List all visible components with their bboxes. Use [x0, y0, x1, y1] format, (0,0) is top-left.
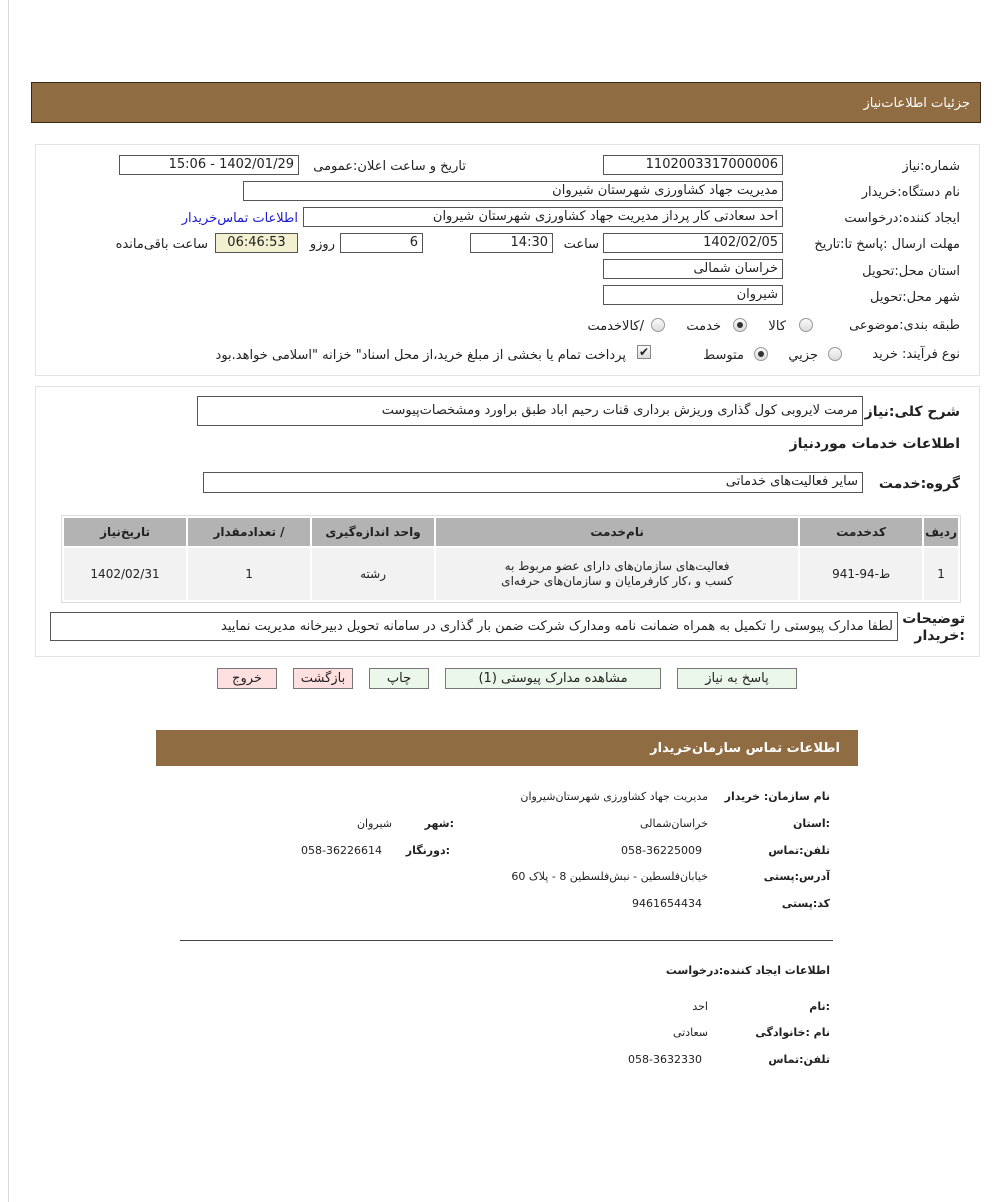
back-button[interactable]: بازگشت [293, 668, 353, 689]
col-need-date: تاریخ‌نیاز [64, 518, 186, 546]
city-label: شهر محل:تحویل [870, 290, 960, 305]
info-panel [35, 144, 980, 376]
details-header [31, 82, 981, 123]
contact-province-label: :استان [793, 817, 830, 830]
exit-button[interactable]: خروج [217, 668, 277, 689]
announce-label: تاریخ و ساعت اعلان:عمومی [313, 159, 466, 174]
need-number-label: شماره:نیاز [902, 159, 960, 174]
col-unit: واحد اندازه‌گیری [312, 518, 434, 546]
contact-header [156, 730, 858, 766]
creator-title: اطلاعات ایجاد کننده:درخواست [665, 964, 830, 977]
buyer-org-label: نام دستگاه:خریدار [861, 185, 960, 200]
contact-title: اطلاعات تماس سازمان‌خریدار [650, 741, 840, 756]
process-option-medium: متوسط [703, 348, 744, 363]
service-code: ط-94-941 [800, 548, 922, 600]
deadline-date-field[interactable]: 1402/02/05 [603, 233, 783, 253]
contact-city-value: شیروان [356, 817, 392, 830]
province-field[interactable]: خراسان شمالی [603, 259, 783, 279]
contact-postal-value: 9461654434 [632, 897, 702, 910]
remaining-time-field: 06:46:53 [215, 233, 298, 253]
process-radio-minor[interactable] [828, 347, 842, 361]
days-field[interactable]: 6 [340, 233, 423, 253]
contact-city-label: :شهر [424, 817, 454, 830]
creator-phone-value: 058-3632330 [628, 1053, 702, 1066]
creator-phone-label: تلفن:تماس [768, 1053, 830, 1066]
contact-postal-label: کد:پستی [781, 897, 830, 910]
process-option-minor: جزیي [788, 348, 818, 363]
contact-fax-value: 058-36226614 [301, 844, 382, 857]
contact-province-value: خراسان‌شمالی [639, 817, 708, 830]
col-quantity: / تعدادمقدار [188, 518, 310, 546]
category-option-both: /کالاخدمت [587, 319, 644, 334]
print-button[interactable]: چاپ [369, 668, 429, 689]
category-option-goods: کالا [768, 319, 786, 334]
contact-org-value: مدیریت جهاد کشاورزی شهرستان‌شیروان [520, 790, 708, 803]
service-name-text: فعالیت‌های سازمان‌های دارای عضو مربوط به کسب و ،کار کارفرمایان و سازمان‌های حرفه‌ای [501, 559, 734, 588]
reply-button[interactable]: پاسخ به نیاز [677, 668, 797, 689]
creator-field[interactable]: احد سعادتی کار پرداز مدیریت جهاد کشاورزی شهرستان شیروان [303, 207, 783, 227]
contact-phone-value: 058-36225009 [621, 844, 702, 857]
services-table [61, 515, 961, 603]
creator-name-label: :نام [809, 1000, 830, 1013]
city-field[interactable]: شیروان [603, 285, 783, 305]
payment-checkbox[interactable]: ✔ [638, 345, 650, 359]
creator-family-label: نام :خانوادگی [755, 1026, 830, 1039]
contact-address-value: خیابان‌فلسطین - نبش‌فلسطین 8 - پلاک 60 [511, 870, 708, 883]
col-service-code: کدخدمت [800, 518, 922, 546]
category-option-service: خدمت [686, 319, 721, 334]
days-label: روزو [309, 237, 335, 252]
creator-label: ایجاد کننده:درخواست [844, 211, 960, 226]
table-row [64, 548, 958, 600]
description-field[interactable]: مرمت لایروبی کول گذاری وریزش برداری قنات رحیم اباد طبق براورد ومشخصات‌پیوست [197, 396, 863, 426]
remaining-label: ساعت باقی‌مانده [115, 237, 208, 252]
quantity: 1 [188, 548, 310, 600]
group-label: گروه:خدمت [878, 476, 960, 492]
col-service-name: نام‌خدمت [436, 518, 798, 546]
province-label: استان محل:تحویل [862, 264, 960, 279]
services-table-header [64, 518, 958, 546]
service-name [436, 548, 798, 600]
group-field[interactable]: سایر فعالیت‌های خدماتی [203, 472, 863, 493]
row-number: 1 [924, 548, 958, 600]
creator-name-value: احد [692, 1000, 708, 1013]
col-row: ردیف [924, 518, 958, 546]
buyer-org-field[interactable]: مدیریت جهاد کشاورزی شهرستان شیروان [243, 181, 783, 201]
need-date: 1402/02/31 [64, 548, 186, 600]
contact-org-label: نام سازمان: خریدار [724, 790, 830, 803]
category-radio-goods[interactable] [799, 318, 813, 332]
announce-field[interactable]: 1402/01/29 - 15:06 [119, 155, 299, 175]
services-title: اطلاعات خدمات موردنیاز [789, 436, 960, 452]
buyer-notes-field[interactable]: لطفا مدارک پیوستی را تکمیل به همراه ضمانت نامه ومدارک شرکت ضمن بار گذاری در سامانه تحویل دبیرخانه مدیریت نمایید [50, 612, 898, 641]
view-docs-button[interactable]: مشاهده مدارک پیوستی (1) [445, 668, 661, 689]
left-border [8, 0, 9, 1202]
buyer-contact-link[interactable]: اطلاعات تماس‌خریدار [181, 211, 298, 226]
process-radio-medium[interactable] [754, 347, 768, 361]
contact-fax-label: :دورنگار [405, 844, 450, 857]
deadline-time-label: ساعت [563, 237, 599, 252]
creator-family-value: سعادتی [672, 1026, 708, 1039]
contact-address-label: آدرس:پستی [763, 870, 830, 883]
contact-phone-label: تلفن:تماس [768, 844, 830, 857]
unit: رشته [312, 548, 434, 600]
category-radio-service[interactable] [733, 318, 747, 332]
payment-note: پرداخت تمام یا بخشی از مبلغ خرید،از محل اسناد" خزانه "اسلامی خواهد.بود [215, 348, 626, 363]
deadline-label: مهلت ارسال :پاسخ تا:تاریخ [814, 237, 960, 252]
deadline-time-field[interactable]: 14:30 [470, 233, 553, 253]
need-number-field[interactable]: 1102003317000006 [603, 155, 783, 175]
buyer-notes-label: توضیحات :خریدار [902, 611, 965, 644]
contact-divider [180, 940, 833, 941]
process-label: نوع فرآیند: خرید [872, 347, 960, 362]
category-radio-both[interactable] [651, 318, 665, 332]
category-label: طبقه بندی:موضوعی [849, 318, 960, 333]
header-title: جزئیات اطلاعات‌نیاز [863, 96, 970, 111]
description-label: شرح کلی:نیاز [864, 404, 960, 420]
